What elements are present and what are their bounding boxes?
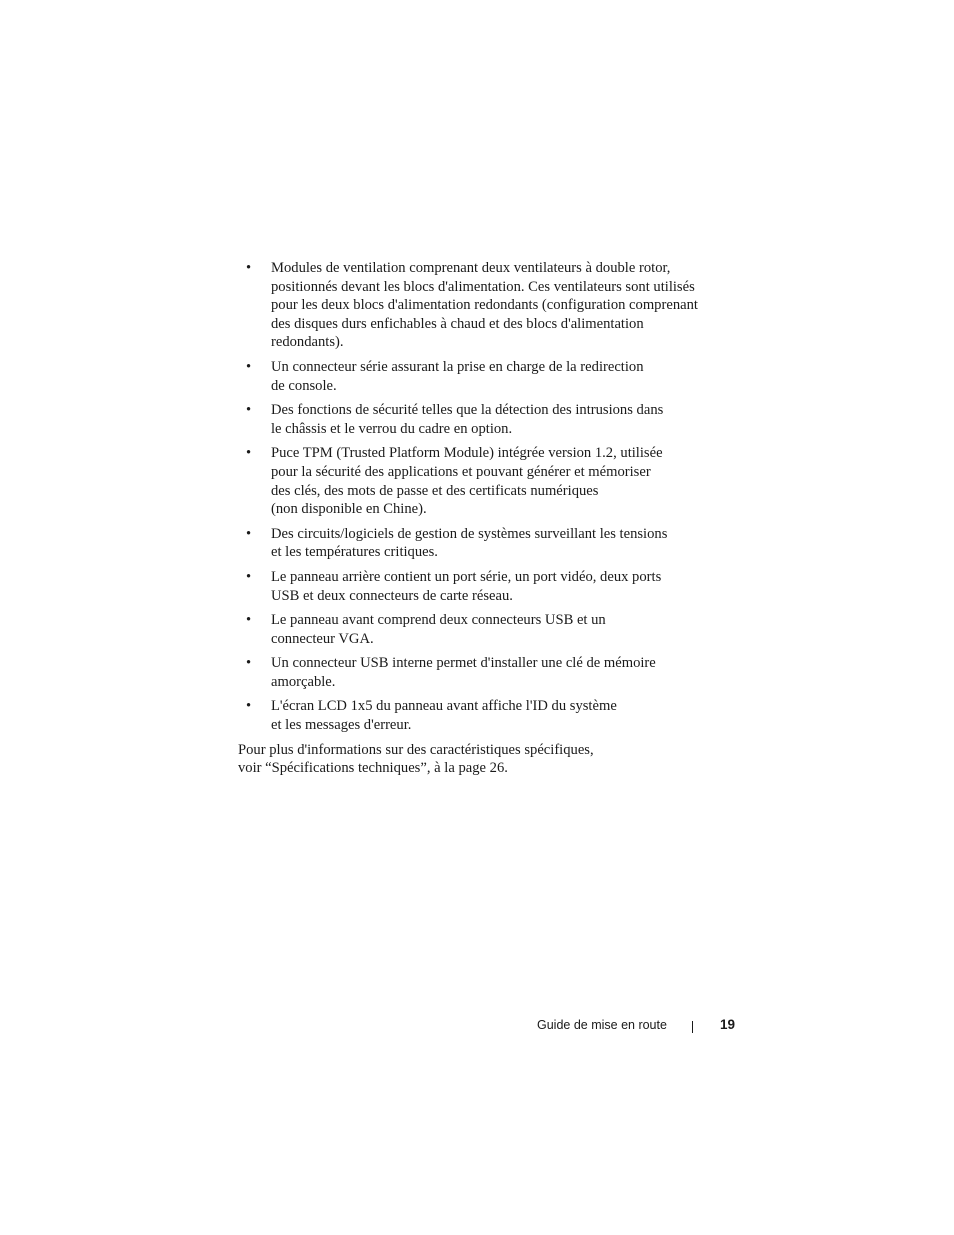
bullet-icon: • xyxy=(246,655,252,672)
text-line: Modules de ventilation comprenant deux ventilateurs à double rotor, xyxy=(271,260,671,276)
text-line: et les messages d'erreur. xyxy=(271,717,412,734)
feature-list xyxy=(238,259,738,735)
footer-title: Guide de mise en route xyxy=(537,1018,667,1032)
list-item-text xyxy=(271,568,738,605)
text-line: positionnés devant les blocs d'alimentation. Ces ventilateurs sont utilisés xyxy=(271,278,695,295)
bullet-icon: • xyxy=(246,445,252,462)
text-line: (non disponible en Chine). xyxy=(271,501,427,518)
list-item xyxy=(238,697,738,734)
text-line: des disques durs enfichables à chaud et des blocs d'alimentation xyxy=(271,315,644,332)
list-item-text xyxy=(271,611,738,648)
text-line: amorçable. xyxy=(271,673,336,690)
text-line: Pour plus d'informations sur des caractéristiques spécifiques, xyxy=(238,741,594,758)
list-item xyxy=(238,525,738,562)
closing-paragraph xyxy=(238,741,738,778)
bullet-icon: • xyxy=(246,612,252,629)
text-line: L'écran LCD 1x5 du panneau avant affiche l'ID du système xyxy=(271,698,617,715)
list-item xyxy=(238,259,738,352)
text-line: des clés, des mots de passe et des certificats numériques xyxy=(271,482,599,499)
text-line: Des fonctions de sécurité telles que la détection des intrusions dans xyxy=(271,402,664,419)
list-item xyxy=(238,358,738,395)
footer-divider xyxy=(692,1021,693,1033)
list-item-text xyxy=(271,401,738,438)
list-item-text xyxy=(271,444,738,518)
text-line: Des circuits/logiciels de gestion de systèmes surveillant les tensions xyxy=(271,525,668,542)
page-number: 19 xyxy=(720,1017,736,1032)
list-item xyxy=(238,444,738,518)
list-item xyxy=(238,568,738,605)
list-item xyxy=(238,654,738,691)
text-line: redondants). xyxy=(271,334,344,351)
bullet-icon: • xyxy=(246,525,252,542)
text-line: et les températures critiques. xyxy=(271,544,438,561)
text-line: pour la sécurité des applications et pouvant générer et mémoriser xyxy=(271,463,651,480)
text-line: Le panneau arrière contient un port série, un port vidéo, deux ports xyxy=(271,568,662,585)
bullet-icon: • xyxy=(246,260,252,276)
text-line: Un connecteur série assurant la prise en charge de la redirection xyxy=(271,358,644,375)
cross-reference-line: voir “Spécifications techniques”, à la page 26. xyxy=(238,760,508,777)
list-item-text xyxy=(271,358,738,395)
list-item xyxy=(238,401,738,438)
text-line: connecteur VGA. xyxy=(271,630,374,647)
text-line: de console. xyxy=(271,377,337,394)
list-item-text xyxy=(271,654,738,691)
list-item-text xyxy=(271,525,738,562)
text-line: Puce TPM (Trusted Platform Module) intégrée version 1.2, utilisée xyxy=(271,445,663,462)
list-item xyxy=(238,611,738,648)
page-footer xyxy=(537,1015,737,1035)
text-line: le châssis et le verrou du cadre en option. xyxy=(271,420,513,437)
text-line: pour les deux blocs d'alimentation redondants (configuration comprenant xyxy=(271,297,698,314)
bullet-icon: • xyxy=(246,568,252,585)
text-line: Le panneau avant comprend deux connecteurs USB et un xyxy=(271,612,606,629)
text-line: USB et deux connecteurs de carte réseau. xyxy=(271,587,513,604)
bullet-icon: • xyxy=(246,402,252,419)
list-item-text xyxy=(271,259,738,352)
text-line: Un connecteur USB interne permet d'installer une clé de mémoire xyxy=(271,655,656,672)
bullet-icon: • xyxy=(246,698,252,715)
bullet-icon: • xyxy=(246,358,252,375)
list-item-text xyxy=(271,697,738,734)
main-content xyxy=(238,259,738,792)
